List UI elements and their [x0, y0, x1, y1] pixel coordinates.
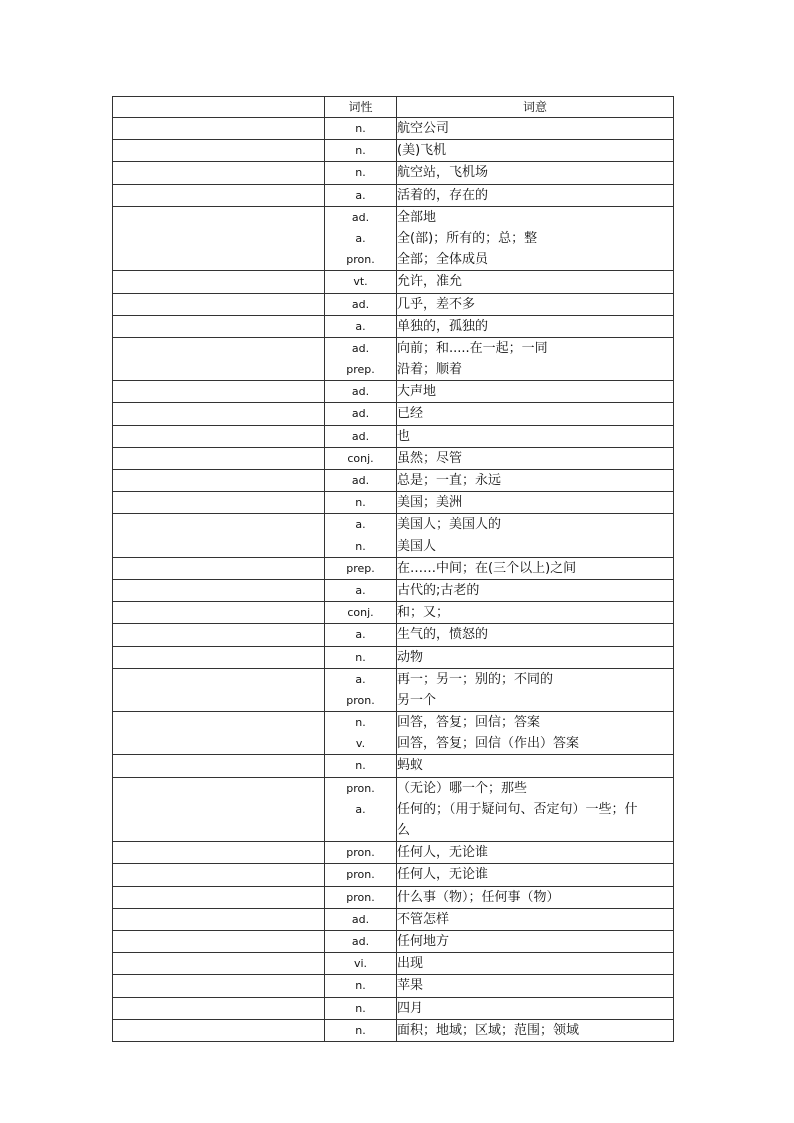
table-row [113, 777, 674, 842]
meaning-text: 已经 [397, 406, 424, 422]
word-cell [113, 447, 325, 469]
meaning-text: 另一个 [397, 692, 437, 708]
part-of-speech: n. [355, 122, 366, 135]
part-of-speech-cell [325, 579, 397, 601]
meaning-text: 单独的，孤独的 [397, 318, 489, 334]
meaning-text: 么 [397, 823, 411, 838]
part-of-speech: a. [355, 802, 366, 816]
meaning-text: 活着的，存在的 [397, 187, 489, 203]
table-row [113, 492, 674, 514]
header-word [113, 97, 325, 118]
word-cell [113, 381, 325, 403]
meaning-cell [397, 118, 674, 140]
part-of-speech-cell [325, 930, 397, 952]
table-row [113, 930, 674, 952]
meaning-cell [397, 140, 674, 162]
part-of-speech: ad. [351, 210, 370, 224]
table-row [113, 403, 674, 425]
part-of-speech-cell [325, 864, 397, 886]
meaning-text: 沿着；顺着 [397, 362, 463, 378]
part-of-speech: a. [355, 518, 366, 532]
meaning-text: 全(部)；所有的；总；整 [397, 230, 538, 246]
part-of-speech: ad. [351, 407, 370, 421]
part-of-speech: vi. [353, 957, 368, 971]
meaning-cell [397, 514, 674, 557]
table-row [113, 579, 674, 601]
table-row [113, 953, 674, 975]
part-of-speech-cell [325, 492, 397, 514]
word-cell [113, 337, 325, 380]
word-cell [113, 755, 325, 777]
word-cell [113, 206, 325, 271]
meaning-text: 生气的，愤怒的 [397, 627, 489, 643]
meaning-text: 虽然；尽管 [397, 450, 463, 466]
meaning-text: 回答，答复；回信（作出）答案 [397, 736, 580, 752]
table-row [113, 470, 674, 492]
part-of-speech: prep. [346, 363, 375, 377]
part-of-speech: ad. [351, 297, 370, 311]
table-row [113, 206, 674, 271]
vocabulary-table [112, 96, 674, 1042]
meaning-cell [397, 271, 674, 293]
word-cell [113, 602, 325, 624]
word-cell [113, 1019, 325, 1041]
meaning-text: 任何地方 [397, 933, 450, 949]
meaning-text: 在……中间；在(三个以上)之间 [397, 560, 577, 576]
part-of-speech: a. [355, 672, 366, 686]
part-of-speech-cell [325, 184, 397, 206]
part-of-speech: a. [355, 188, 366, 202]
part-of-speech-cell [325, 470, 397, 492]
word-cell [113, 908, 325, 930]
part-of-speech: prep. [346, 561, 375, 575]
meaning-text: 全部；全体成员 [397, 252, 489, 268]
meaning-cell [397, 337, 674, 380]
part-of-speech-cell [325, 602, 397, 624]
word-cell [113, 557, 325, 579]
part-of-speech: n. [355, 759, 366, 773]
meaning-text: 总是；一直；永远 [397, 473, 502, 488]
word-cell [113, 975, 325, 997]
word-cell [113, 953, 325, 975]
part-of-speech: conj. [347, 606, 374, 620]
part-of-speech-cell [325, 271, 397, 293]
part-of-speech: a. [355, 583, 366, 597]
meaning-text: 什么事（物）；任何事（物） [397, 889, 560, 905]
word-cell [113, 162, 325, 184]
part-of-speech-cell [325, 118, 397, 140]
meaning-cell [397, 579, 674, 601]
meaning-cell [397, 557, 674, 579]
table-row [113, 755, 674, 777]
meaning-cell [397, 293, 674, 315]
meaning-cell [397, 864, 674, 886]
part-of-speech: conj. [347, 451, 374, 465]
meaning-text: (美)飞机 [397, 143, 447, 159]
meaning-cell [397, 842, 674, 864]
part-of-speech: pron. [346, 253, 375, 267]
table-row [113, 886, 674, 908]
part-of-speech: ad. [351, 341, 370, 355]
part-of-speech-cell [325, 206, 397, 271]
meaning-text: 苹果 [397, 978, 424, 994]
word-cell [113, 624, 325, 646]
meaning-text: 和；又； [397, 605, 450, 621]
part-of-speech-cell [325, 447, 397, 469]
word-cell [113, 886, 325, 908]
part-of-speech-cell [325, 381, 397, 403]
part-of-speech-cell [325, 162, 397, 184]
meaning-cell [397, 206, 674, 271]
meaning-text: 大声地 [397, 384, 437, 400]
meaning-text: 古代的;古老的 [397, 582, 480, 598]
table-row [113, 842, 674, 864]
part-of-speech-cell [325, 514, 397, 557]
part-of-speech: pron. [346, 868, 375, 882]
word-cell [113, 668, 325, 711]
word-cell [113, 118, 325, 140]
table-row [113, 712, 674, 755]
part-of-speech: pron. [346, 846, 375, 860]
meaning-cell [397, 315, 674, 337]
table-row [113, 557, 674, 579]
part-of-speech-cell [325, 646, 397, 668]
word-cell [113, 271, 325, 293]
part-of-speech: n. [355, 716, 366, 730]
meaning-text: 任何的；（用于疑问句、否定句）一些；什 [397, 801, 638, 817]
header-meaning: 词意 [397, 97, 674, 118]
table-row [113, 602, 674, 624]
part-of-speech-cell [325, 755, 397, 777]
meaning-text: 面积；地域；区域；范围；领域 [397, 1022, 580, 1038]
part-of-speech-cell [325, 403, 397, 425]
table-row [113, 646, 674, 668]
part-of-speech-cell [325, 557, 397, 579]
word-cell [113, 930, 325, 952]
meaning-text: 航空公司 [397, 121, 450, 136]
meaning-cell [397, 1019, 674, 1041]
table-row [113, 624, 674, 646]
meaning-text: 四月 [397, 1000, 424, 1016]
table-row [113, 1019, 674, 1041]
meaning-cell [397, 381, 674, 403]
table-row [113, 425, 674, 447]
part-of-speech: ad. [351, 912, 370, 926]
word-cell [113, 646, 325, 668]
part-of-speech: n. [355, 496, 366, 510]
part-of-speech: n. [355, 1023, 366, 1037]
part-of-speech-cell [325, 425, 397, 447]
part-of-speech: n. [355, 1001, 366, 1015]
word-cell [113, 315, 325, 337]
part-of-speech-cell [325, 997, 397, 1019]
part-of-speech: pron. [346, 890, 375, 904]
meaning-text: 任何人，无论谁 [397, 867, 489, 883]
part-of-speech: v. [355, 737, 366, 751]
part-of-speech: n. [355, 539, 366, 553]
meaning-cell [397, 997, 674, 1019]
meaning-text: 再一；另一；别的；不同的 [397, 671, 554, 687]
word-cell [113, 470, 325, 492]
table-row [113, 864, 674, 886]
part-of-speech-cell [325, 140, 397, 162]
word-cell [113, 514, 325, 557]
meaning-cell [397, 975, 674, 997]
meaning-text: 航空站，飞机场 [397, 165, 489, 181]
part-of-speech: pron. [346, 693, 375, 707]
table-row [113, 668, 674, 711]
header-part-of-speech: 词性 [325, 97, 397, 118]
meaning-cell [397, 470, 674, 492]
meaning-text: 几乎，差不多 [397, 296, 476, 312]
meaning-cell [397, 447, 674, 469]
part-of-speech: pron. [346, 781, 375, 795]
part-of-speech: ad. [351, 429, 370, 443]
part-of-speech-cell [325, 975, 397, 997]
meaning-text: 动物 [397, 649, 424, 665]
part-of-speech-cell [325, 1019, 397, 1041]
meaning-cell [397, 425, 674, 447]
table-row [113, 975, 674, 997]
meaning-text: 全部地 [397, 209, 437, 225]
part-of-speech-cell [325, 293, 397, 315]
meaning-cell [397, 184, 674, 206]
meaning-text: 美国；美洲 [397, 495, 463, 511]
word-cell [113, 777, 325, 842]
meaning-cell [397, 777, 674, 842]
meaning-text: 向前；和.....在一起；一同 [397, 340, 548, 356]
part-of-speech-cell [325, 886, 397, 908]
table-row [113, 997, 674, 1019]
meaning-text: 任何人，无论谁 [397, 845, 489, 861]
meaning-text: 美国人 [397, 538, 437, 554]
word-cell [113, 492, 325, 514]
part-of-speech: n. [355, 166, 366, 180]
part-of-speech: n. [355, 144, 366, 158]
meaning-cell [397, 886, 674, 908]
part-of-speech: ad. [351, 474, 370, 487]
table-row [113, 447, 674, 469]
meaning-cell [397, 755, 674, 777]
meaning-text: 也 [397, 428, 411, 444]
meaning-cell [397, 712, 674, 755]
meaning-cell [397, 602, 674, 624]
table-row [113, 514, 674, 557]
meaning-cell [397, 908, 674, 930]
meaning-cell [397, 930, 674, 952]
table-row [113, 118, 674, 140]
word-cell [113, 864, 325, 886]
part-of-speech: n. [355, 650, 366, 664]
vocabulary-body [113, 118, 674, 1042]
table-row [113, 271, 674, 293]
part-of-speech: ad. [351, 934, 370, 948]
part-of-speech-cell [325, 777, 397, 842]
table-row [113, 381, 674, 403]
meaning-cell [397, 668, 674, 711]
table-row [113, 162, 674, 184]
part-of-speech-cell [325, 668, 397, 711]
part-of-speech-cell [325, 337, 397, 380]
word-cell [113, 579, 325, 601]
table-row [113, 315, 674, 337]
table-header-row [113, 97, 674, 118]
meaning-text: 回答，答复；回信；答案 [397, 715, 541, 731]
word-cell [113, 403, 325, 425]
meaning-text: （无论）哪一个；那些 [397, 780, 528, 796]
word-cell [113, 184, 325, 206]
part-of-speech-cell [325, 624, 397, 646]
meaning-text: 蚂蚁 [397, 758, 424, 774]
table-row [113, 140, 674, 162]
word-cell [113, 712, 325, 755]
meaning-cell [397, 403, 674, 425]
word-cell [113, 997, 325, 1019]
part-of-speech: n. [355, 979, 366, 993]
word-cell [113, 140, 325, 162]
meaning-cell [397, 646, 674, 668]
part-of-speech-cell [325, 842, 397, 864]
part-of-speech: a. [355, 319, 366, 333]
word-cell [113, 293, 325, 315]
part-of-speech-cell [325, 315, 397, 337]
meaning-cell [397, 624, 674, 646]
word-cell [113, 425, 325, 447]
part-of-speech-cell [325, 908, 397, 930]
table-row [113, 293, 674, 315]
meaning-cell [397, 953, 674, 975]
meaning-cell [397, 162, 674, 184]
table-row [113, 184, 674, 206]
meaning-cell [397, 492, 674, 514]
part-of-speech: a. [355, 628, 366, 642]
table-row [113, 908, 674, 930]
table-row [113, 337, 674, 380]
word-cell [113, 842, 325, 864]
part-of-speech: ad. [351, 385, 370, 399]
part-of-speech: vt. [353, 275, 368, 289]
part-of-speech-cell [325, 712, 397, 755]
meaning-text: 允许，准允 [397, 274, 463, 290]
meaning-text: 出现 [397, 956, 424, 972]
part-of-speech-cell [325, 953, 397, 975]
meaning-text: 不管怎样 [397, 911, 450, 927]
meaning-text: 美国人；美国人的 [397, 517, 502, 533]
part-of-speech: a. [355, 231, 366, 245]
